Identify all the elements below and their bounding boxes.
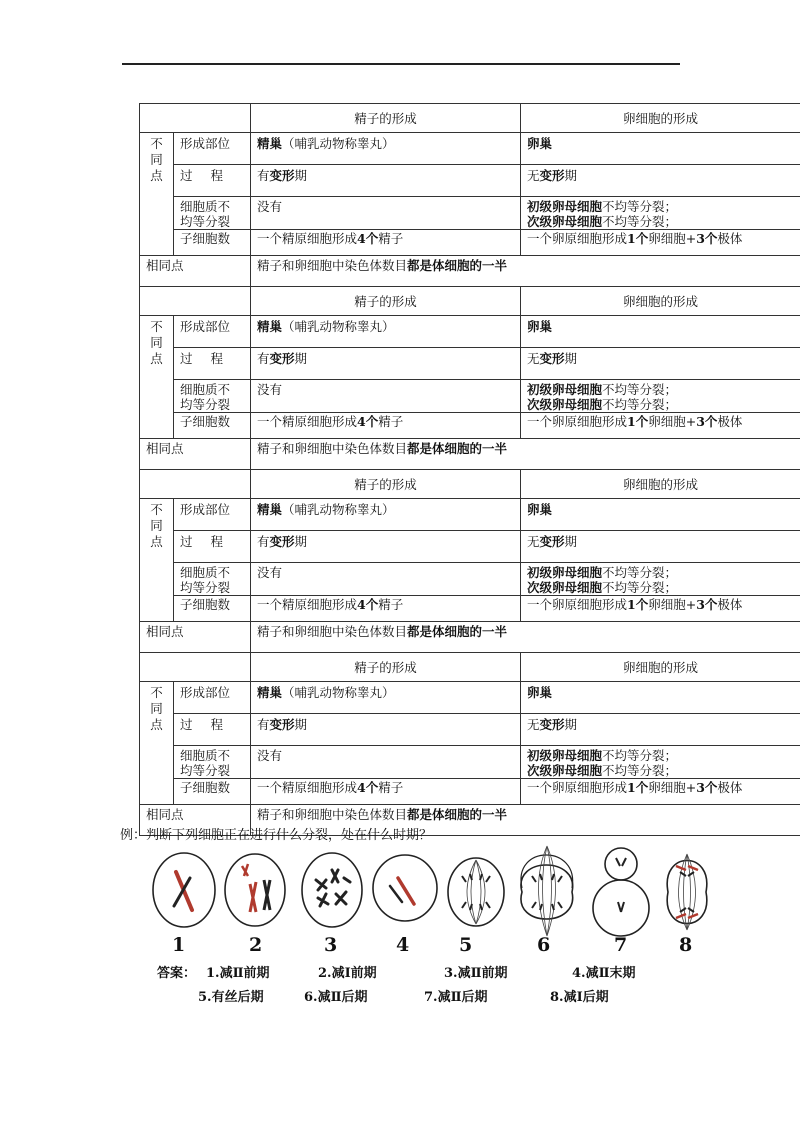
- daughter-label: 子细胞数: [174, 779, 251, 805]
- cell-figure-4: [373, 855, 437, 921]
- header-blank-cell: [140, 104, 251, 133]
- egg-cytoplasm: 初级卵母细胞不均等分裂； 次级卵母细胞不均等分裂；: [521, 197, 800, 230]
- location-label: 形成部位: [174, 682, 251, 714]
- cell-figure-8: [667, 854, 707, 930]
- daughter-label: 子细胞数: [174, 230, 251, 256]
- cytoplasm-label: 细胞质不 均等分裂: [174, 563, 251, 596]
- egg-cytoplasm: 初级卵母细胞不均等分裂； 次级卵母细胞不均等分裂；: [521, 380, 800, 413]
- figure-number-7: 7: [614, 934, 628, 956]
- location-label: 形成部位: [174, 499, 251, 531]
- process-label: 过程: [174, 531, 251, 563]
- cytoplasm-label: 细胞质不 均等分裂: [174, 197, 251, 230]
- same-label: 相同点: [140, 439, 251, 470]
- figure-number-5: 5: [459, 934, 473, 956]
- sperm-process: 有变形期: [251, 531, 521, 563]
- sperm-daughter: 一个精原细胞形成4个精子: [251, 779, 521, 805]
- answer-1: 1.减Ⅱ前期: [206, 966, 270, 981]
- answer-prefix: 答案：: [157, 966, 197, 981]
- cell-division-figures: [140, 836, 720, 960]
- egg-header: 卵细胞的形成: [521, 104, 800, 133]
- header-blank-cell: [140, 287, 251, 316]
- sperm-daughter: 一个精原细胞形成4个精子: [251, 230, 521, 256]
- header-blank-cell: [140, 470, 251, 499]
- figure-number-3: 3: [324, 934, 338, 956]
- daughter-label: 子细胞数: [174, 596, 251, 622]
- egg-daughter: 一个卵原细胞形成1个卵细胞+3个极体: [521, 779, 800, 805]
- answer-4: 4.减Ⅱ末期: [572, 966, 636, 981]
- figure-number-1: 1: [172, 934, 186, 956]
- egg-location: 卵巢: [521, 133, 800, 165]
- egg-process: 无变形期: [521, 714, 800, 746]
- answer-2: 2.减Ⅰ前期: [318, 966, 377, 981]
- answer-8: 8.减Ⅰ后期: [550, 990, 609, 1005]
- sperm-location: 精巢（哺乳动物称睾丸）: [251, 316, 521, 348]
- cytoplasm-label: 细胞质不 均等分裂: [174, 380, 251, 413]
- egg-process: 无变形期: [521, 165, 800, 197]
- answer-7: 7.减Ⅱ后期: [424, 990, 488, 1005]
- egg-location: 卵巢: [521, 682, 800, 714]
- sperm-process: 有变形期: [251, 714, 521, 746]
- same-text: 精子和卵细胞中染色体数目都是体细胞的一半: [251, 622, 800, 653]
- same-text: 精子和卵细胞中染色体数目都是体细胞的一半: [251, 805, 800, 836]
- header-rule: [122, 63, 680, 65]
- figure-number-8: 8: [679, 934, 693, 956]
- same-label: 相同点: [140, 805, 251, 836]
- same-label: 相同点: [140, 256, 251, 287]
- sperm-daughter: 一个精原细胞形成4个精子: [251, 596, 521, 622]
- egg-header: 卵细胞的形成: [521, 470, 800, 499]
- comparison-table: [139, 103, 800, 836]
- egg-header: 卵细胞的形成: [521, 287, 800, 316]
- sperm-location: 精巢（哺乳动物称睾丸）: [251, 133, 521, 165]
- answer-6: 6.减Ⅱ后期: [304, 990, 368, 1005]
- cell-figure-1: [153, 853, 215, 927]
- sperm-cytoplasm: 没有: [251, 746, 521, 779]
- difference-label: 不 同 点: [140, 133, 174, 256]
- sperm-header: 精子的形成: [251, 104, 521, 133]
- sperm-header: 精子的形成: [251, 287, 521, 316]
- same-label: 相同点: [140, 622, 251, 653]
- answer-5: 5.有丝后期: [198, 990, 264, 1005]
- figure-number-6: 6: [537, 934, 551, 956]
- egg-process: 无变形期: [521, 531, 800, 563]
- cytoplasm-label: 细胞质不 均等分裂: [174, 746, 251, 779]
- sperm-header: 精子的形成: [251, 470, 521, 499]
- sperm-cytoplasm: 没有: [251, 563, 521, 596]
- egg-cytoplasm: 初级卵母细胞不均等分裂； 次级卵母细胞不均等分裂；: [521, 563, 800, 596]
- header-blank-cell: [140, 653, 251, 682]
- egg-process: 无变形期: [521, 348, 800, 380]
- sperm-cytoplasm: 没有: [251, 380, 521, 413]
- sperm-cytoplasm: 没有: [251, 197, 521, 230]
- process-label: 过程: [174, 714, 251, 746]
- question-text: 例：判断下列细胞正在进行什么分裂，处在什么时期？: [120, 828, 433, 843]
- egg-location: 卵巢: [521, 499, 800, 531]
- cell-figure-2: [225, 854, 285, 926]
- difference-label: 不 同 点: [140, 499, 174, 622]
- cell-figure-7: [593, 848, 649, 936]
- egg-daughter: 一个卵原细胞形成1个卵细胞+3个极体: [521, 230, 800, 256]
- sperm-process: 有变形期: [251, 165, 521, 197]
- egg-daughter: 一个卵原细胞形成1个卵细胞+3个极体: [521, 413, 800, 439]
- difference-label: 不 同 点: [140, 316, 174, 439]
- sperm-location: 精巢（哺乳动物称睾丸）: [251, 682, 521, 714]
- process-label: 过程: [174, 165, 251, 197]
- cell-figure-5: [448, 858, 504, 926]
- daughter-label: 子细胞数: [174, 413, 251, 439]
- figure-number-2: 2: [249, 934, 263, 956]
- egg-header: 卵细胞的形成: [521, 653, 800, 682]
- sperm-daughter: 一个精原细胞形成4个精子: [251, 413, 521, 439]
- location-label: 形成部位: [174, 316, 251, 348]
- answer-3: 3.减Ⅱ前期: [444, 966, 508, 981]
- same-text: 精子和卵细胞中染色体数目都是体细胞的一半: [251, 256, 800, 287]
- location-label: 形成部位: [174, 133, 251, 165]
- egg-location: 卵巢: [521, 316, 800, 348]
- difference-label: 不 同 点: [140, 682, 174, 805]
- figure-number-4: 4: [396, 934, 410, 956]
- sperm-header: 精子的形成: [251, 653, 521, 682]
- egg-daughter: 一个卵原细胞形成1个卵细胞+3个极体: [521, 596, 800, 622]
- sperm-process: 有变形期: [251, 348, 521, 380]
- cell-figure-3: [302, 853, 362, 927]
- same-text: 精子和卵细胞中染色体数目都是体细胞的一半: [251, 439, 800, 470]
- egg-cytoplasm: 初级卵母细胞不均等分裂； 次级卵母细胞不均等分裂；: [521, 746, 800, 779]
- process-label: 过程: [174, 348, 251, 380]
- cell-figure-6: [521, 846, 573, 936]
- sperm-location: 精巢（哺乳动物称睾丸）: [251, 499, 521, 531]
